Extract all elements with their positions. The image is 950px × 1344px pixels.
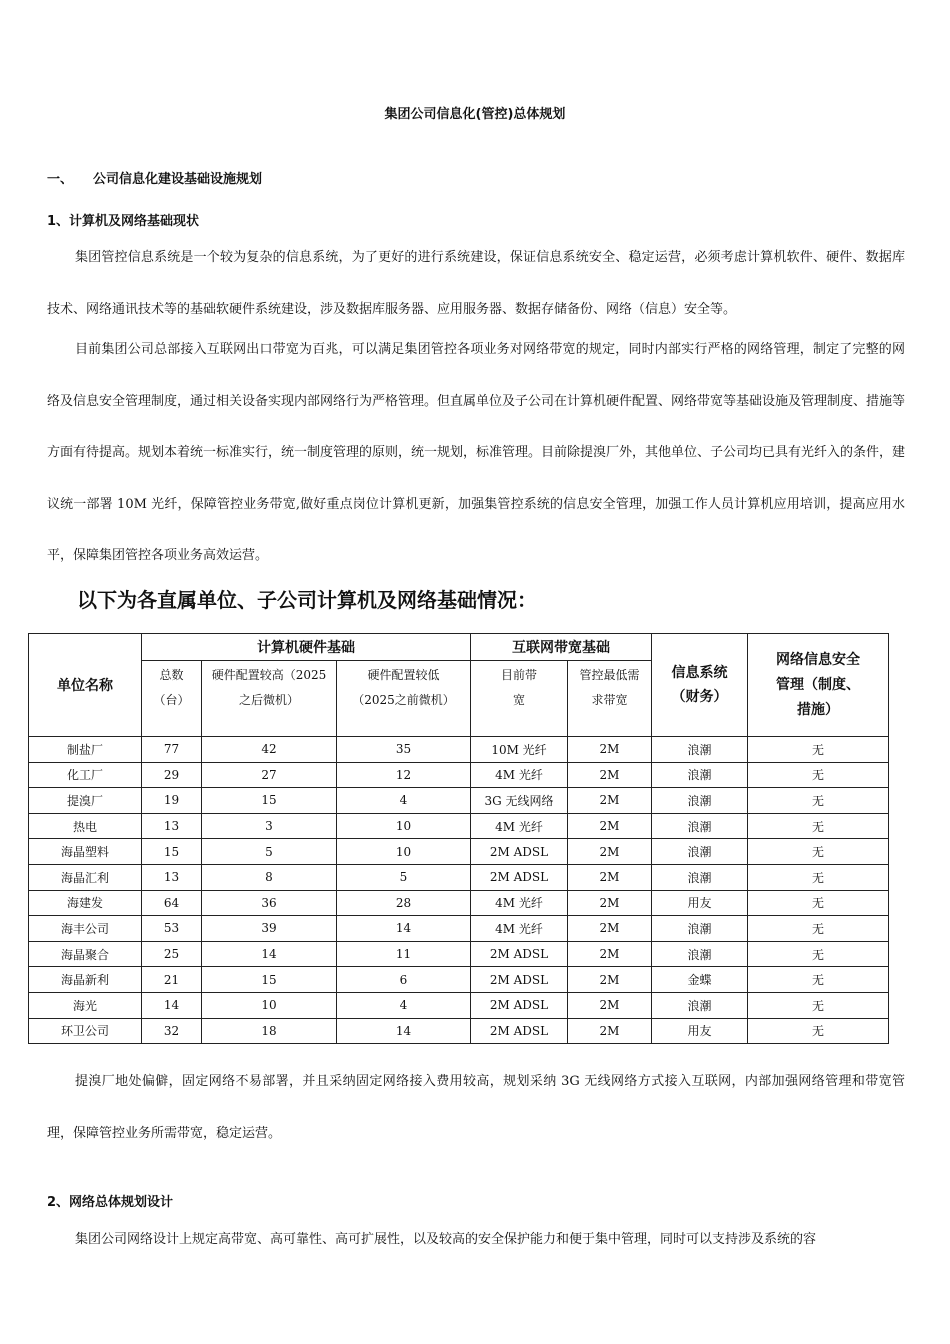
cell-info-system: 浪潮 [652,864,748,890]
cell-unit: 制盐厂 [29,737,142,763]
cell-low-config: 14 [337,1018,471,1044]
cell-total: 53 [142,916,202,942]
cell-security: 无 [748,813,889,839]
table-row [29,916,889,942]
cell-security: 无 [748,788,889,814]
cell-total: 77 [142,737,202,763]
cell-low-config: 4 [337,992,471,1018]
cell-total: 14 [142,992,202,1018]
cell-min-bandwidth: 2M [568,737,652,763]
header-low-config: 硬件配置较低（2025之前微机） [337,661,471,737]
cell-security: 无 [748,737,889,763]
cell-current-bandwidth: 2M ADSL [471,967,568,993]
document-title: 集团公司信息化(管控)总体规划 [384,107,566,122]
cell-high-config: 27 [202,762,337,788]
header-total: 总数（台） [142,661,202,737]
cell-min-bandwidth: 2M [568,1018,652,1044]
cell-info-system: 浪潮 [652,737,748,763]
table-heading: 以下为各直属单位、子公司计算机及网络基础情况： [77,588,537,612]
table-row [29,762,889,788]
cell-unit: 提溴厂 [29,788,142,814]
cell-total: 32 [142,1018,202,1044]
cell-info-system: 浪潮 [652,839,748,865]
cell-min-bandwidth: 2M [568,762,652,788]
cell-current-bandwidth: 2M ADSL [471,864,568,890]
cell-info-system: 用友 [652,890,748,916]
cell-info-system: 浪潮 [652,941,748,967]
cell-security: 无 [748,890,889,916]
table-row [29,941,889,967]
cell-low-config: 12 [337,762,471,788]
cell-security: 无 [748,1018,889,1044]
cell-current-bandwidth: 3G 无线网络 [471,788,568,814]
cell-unit: 海丰公司 [29,916,142,942]
table-row [29,864,889,890]
cell-info-system: 浪潮 [652,788,748,814]
table-row [29,992,889,1018]
table-row [29,967,889,993]
table-body [29,737,889,1044]
table-row [29,1018,889,1044]
cell-high-config: 14 [202,941,337,967]
cell-info-system: 浪潮 [652,992,748,1018]
cell-high-config: 15 [202,967,337,993]
cell-min-bandwidth: 2M [568,967,652,993]
cell-unit: 热电 [29,813,142,839]
cell-high-config: 8 [202,864,337,890]
header-bandwidth-group: 互联网带宽基础 [471,634,652,661]
cell-current-bandwidth: 2M ADSL [471,1018,568,1044]
table-row [29,737,889,763]
cell-high-config: 15 [202,788,337,814]
cell-current-bandwidth: 4M 光纤 [471,890,568,916]
subsection-heading-2: 2、网络总体规划设计 [47,1195,174,1210]
header-current-bandwidth: 目前带宽 [471,661,568,737]
cell-security: 无 [748,864,889,890]
header-info-system: 信息系统（财务） [652,634,748,737]
cell-total: 64 [142,890,202,916]
cell-security: 无 [748,839,889,865]
header-security: 网络信息安全管理（制度、措施） [748,634,889,737]
paragraph-1: 集团管控信息系统是一个较为复杂的信息系统，为了更好的进行系统建设，保证信息系统安全、稳定运营，必须考虑计算机软件、硬件、数据库技术、网络通讯技术等的基础软硬件系统建设，涉及数据库服务器、应用服务器、数据存储备份、网络（信息）安全等。 [47,250,905,317]
cell-min-bandwidth: 2M [568,992,652,1018]
cell-current-bandwidth: 2M ADSL [471,992,568,1018]
network-table [28,633,889,1044]
cell-low-config: 28 [337,890,471,916]
cell-low-config: 11 [337,941,471,967]
cell-current-bandwidth: 4M 光纤 [471,916,568,942]
cell-current-bandwidth: 2M ADSL [471,941,568,967]
cell-unit: 化工厂 [29,762,142,788]
cell-high-config: 10 [202,992,337,1018]
header-hardware-group: 计算机硬件基础 [142,634,471,661]
header-min-bandwidth: 管控最低需求带宽 [568,661,652,737]
cell-low-config: 10 [337,813,471,839]
cell-high-config: 18 [202,1018,337,1044]
cell-current-bandwidth: 2M ADSL [471,839,568,865]
cell-total: 19 [142,788,202,814]
cell-min-bandwidth: 2M [568,916,652,942]
cell-low-config: 10 [337,839,471,865]
cell-security: 无 [748,762,889,788]
cell-min-bandwidth: 2M [568,864,652,890]
cell-info-system: 浪潮 [652,762,748,788]
cell-high-config: 36 [202,890,337,916]
cell-total: 13 [142,864,202,890]
cell-high-config: 42 [202,737,337,763]
header-high-config: 硬件配置较高（2025之后微机） [202,661,337,737]
cell-info-system: 浪潮 [652,813,748,839]
subsection-heading-1: 1、计算机及网络基础现状 [47,214,200,229]
cell-high-config: 5 [202,839,337,865]
cell-min-bandwidth: 2M [568,941,652,967]
cell-unit: 海晶塑料 [29,839,142,865]
cell-current-bandwidth: 4M 光纤 [471,762,568,788]
cell-low-config: 4 [337,788,471,814]
section-number: 一、 [47,172,74,187]
cell-current-bandwidth: 4M 光纤 [471,813,568,839]
cell-security: 无 [748,992,889,1018]
section-heading-1 [47,168,262,187]
table-row [29,839,889,865]
table-row [29,788,889,814]
cell-current-bandwidth: 10M 光纤 [471,737,568,763]
table-row [29,890,889,916]
cell-total: 29 [142,762,202,788]
paragraph-2: 目前集团公司总部接入互联网出口带宽为百兆，可以满足集团管控各项业务对网络带宽的规定，同时内部实行严格的网络管理，制定了完整的网络及信息安全管理制度，通过相关设备实现内部网络行为严格管理。但直属单位及子公司在计算机硬件配置、网络带宽等基础设施及管理制度、措施等方面有待提高。规划本着统一标准实行，统一制度管理的原则，统一规划，标准管理。目前除提溴厂外，其他单位、子公司均已具有光纤入的条件，建议统一部署 10M 光纤，保障管控业务带宽,做好重点岗位计算机更新，加强集管控系统的信息安全管理，加强工作人员计算机应用培训，提高应用水平，保障集团管控各项业务高效运营。 [47,342,906,563]
cell-high-config: 39 [202,916,337,942]
cell-low-config: 14 [337,916,471,942]
cell-security: 无 [748,941,889,967]
cell-low-config: 35 [337,737,471,763]
cell-min-bandwidth: 2M [568,839,652,865]
cell-total: 21 [142,967,202,993]
cell-security: 无 [748,967,889,993]
paragraph-3: 提溴厂地处偏僻，固定网络不易部署，并且采纳固定网络接入费用较高，规划采纳 3G 无线网络方式接入互联网，内部加强网络管理和带宽管理，保障管控业务所需带宽，稳定运营。 [47,1074,905,1141]
cell-info-system: 金蝶 [652,967,748,993]
cell-min-bandwidth: 2M [568,788,652,814]
cell-unit: 海建发 [29,890,142,916]
cell-total: 13 [142,813,202,839]
cell-min-bandwidth: 2M [568,890,652,916]
cell-unit: 海晶汇利 [29,864,142,890]
cell-min-bandwidth: 2M [568,813,652,839]
section-title: 公司信息化建设基础设施规划 [93,172,263,187]
cell-security: 无 [748,916,889,942]
cell-high-config: 3 [202,813,337,839]
cell-unit: 海晶新利 [29,967,142,993]
cell-unit: 环卫公司 [29,1018,142,1044]
cell-info-system: 浪潮 [652,916,748,942]
cell-total: 25 [142,941,202,967]
cell-total: 15 [142,839,202,865]
cell-unit: 海晶聚合 [29,941,142,967]
table-row [29,813,889,839]
cell-info-system: 用友 [652,1018,748,1044]
cell-low-config: 5 [337,864,471,890]
cell-low-config: 6 [337,967,471,993]
header-unit: 单位名称 [29,634,142,737]
cell-unit: 海光 [29,992,142,1018]
paragraph-4: 集团公司网络设计上规定高带宽、高可靠性、高可扩展性，以及较高的安全保护能力和便于集中管理，同时可以支持涉及系统的容 [75,1232,817,1247]
